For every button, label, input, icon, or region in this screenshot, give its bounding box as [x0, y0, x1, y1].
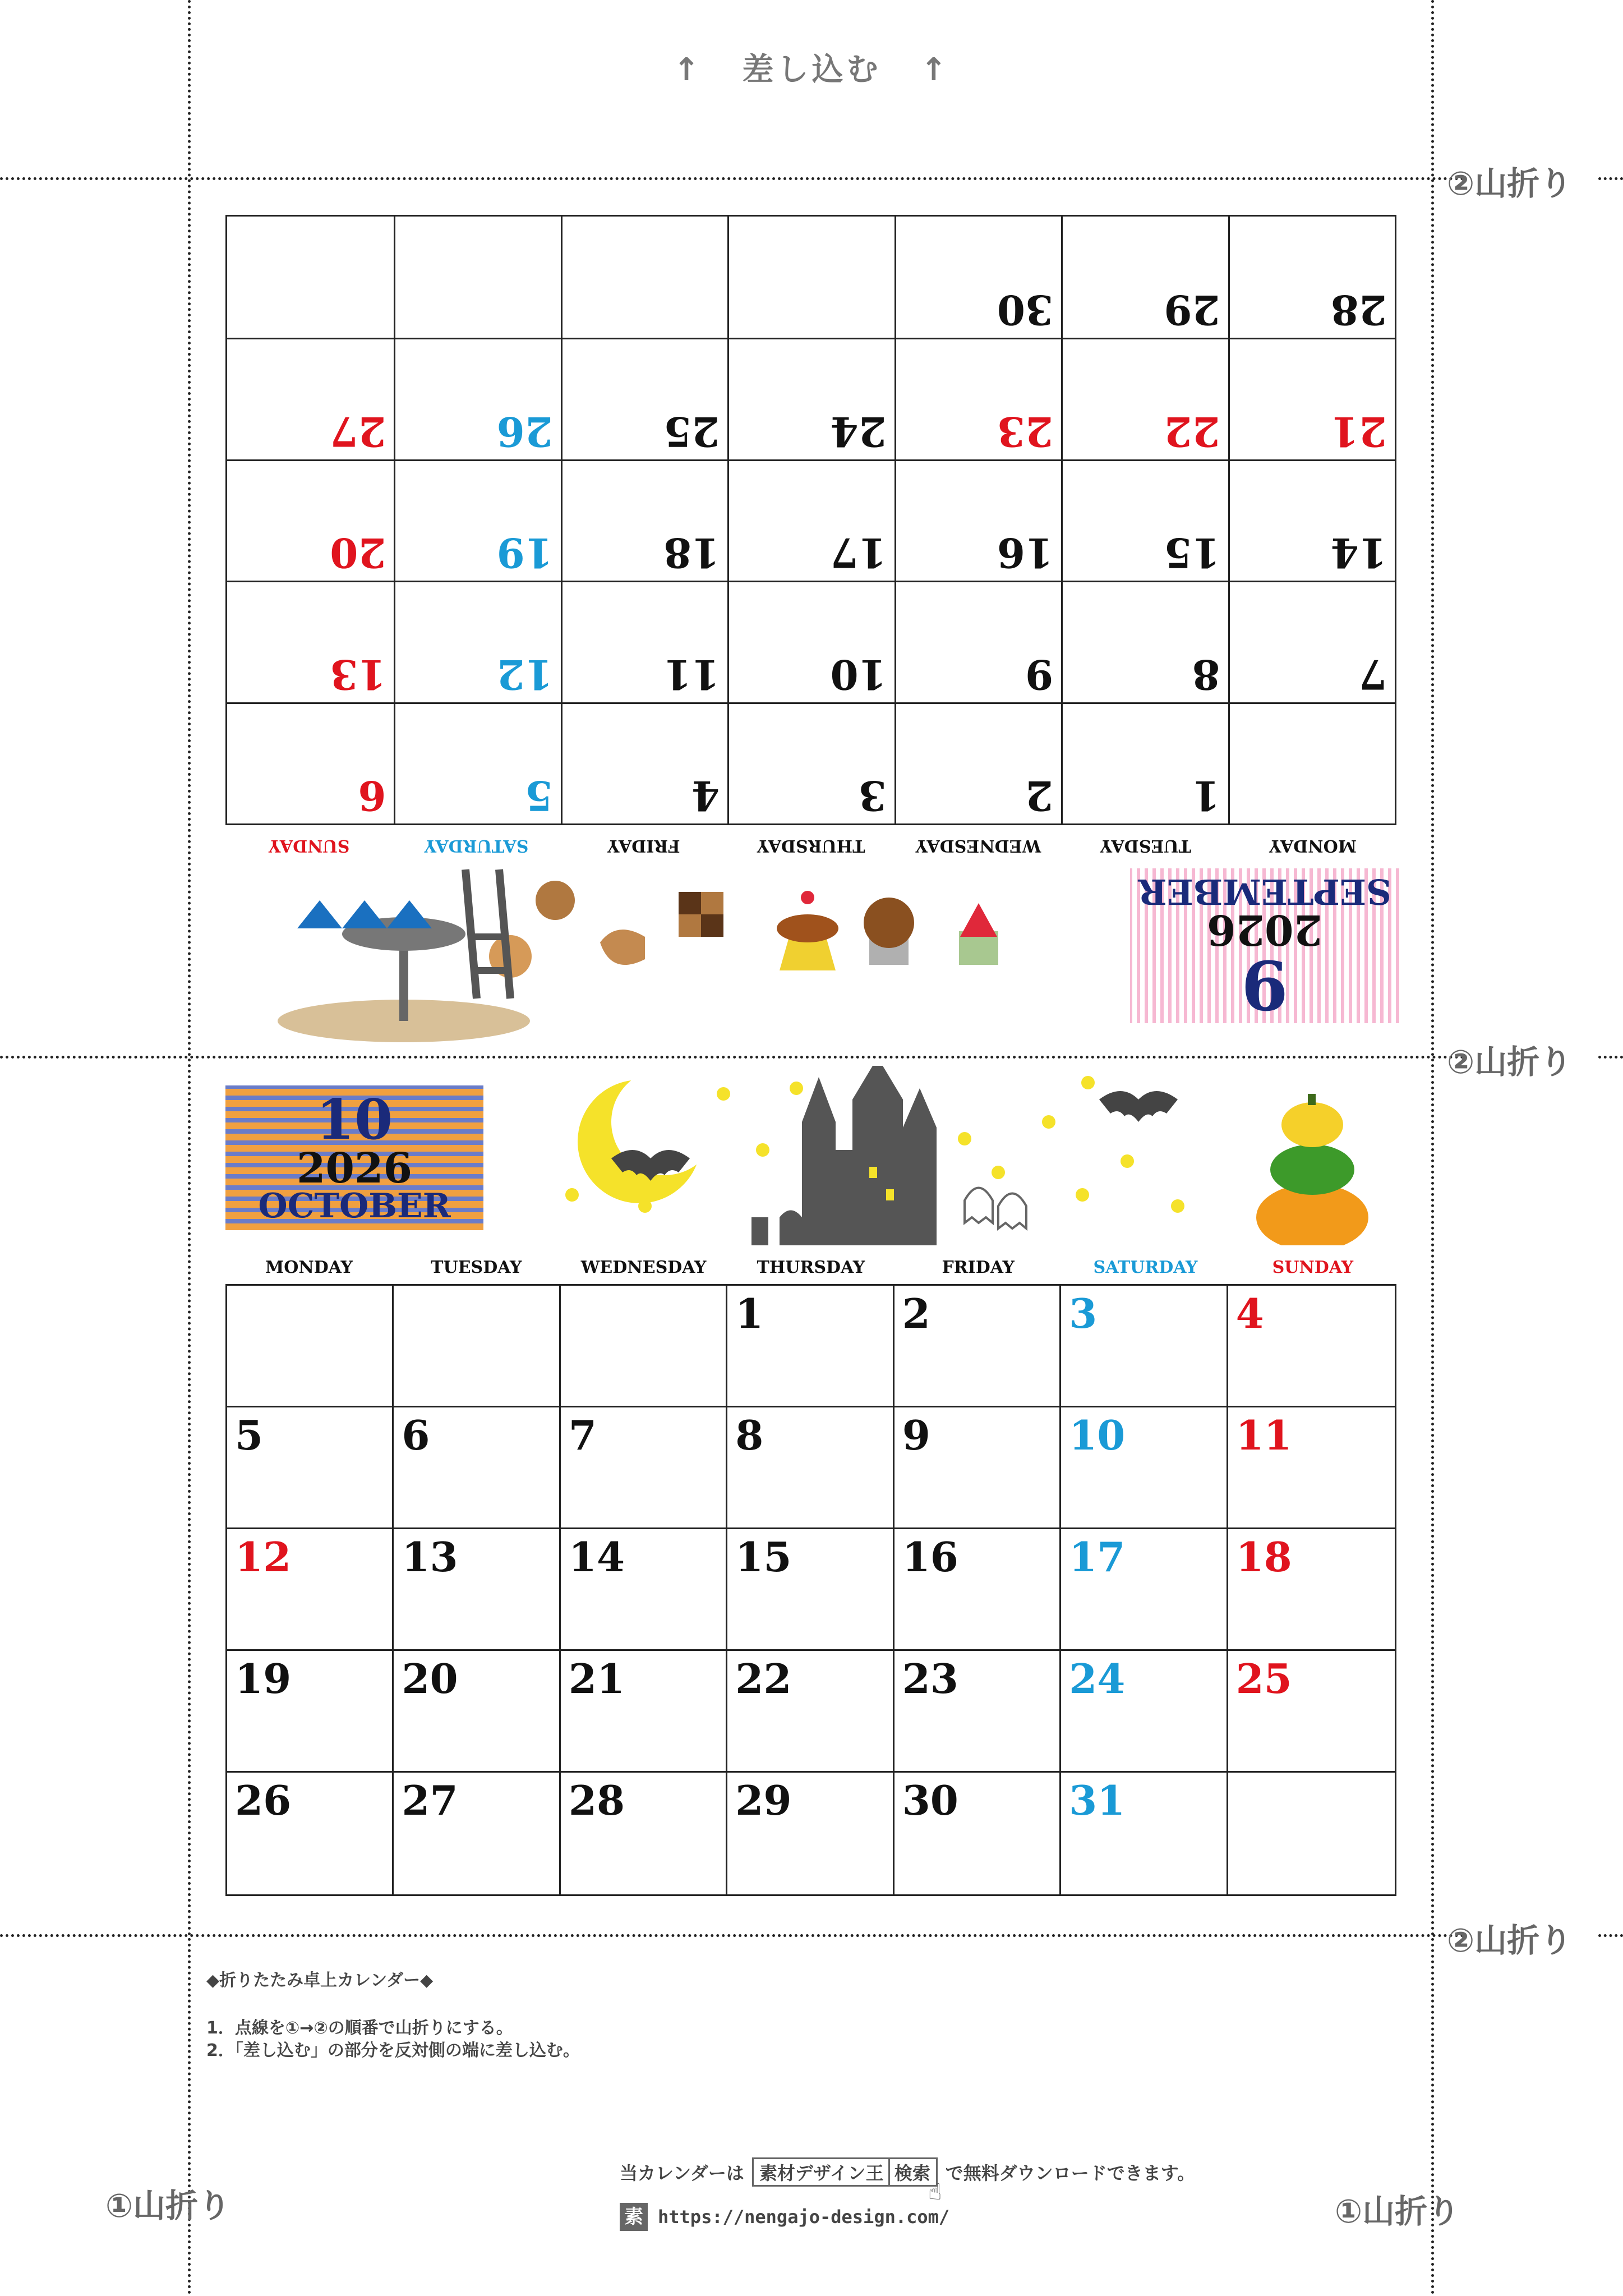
september-day-number: 14: [1330, 529, 1387, 577]
fold-line-top: [0, 177, 1465, 180]
day-cell: [227, 1773, 394, 1894]
day-cell: [1228, 1651, 1395, 1773]
october-day-number: 2: [902, 1290, 930, 1337]
day-cell: [561, 702, 727, 823]
day-cell: [895, 1773, 1061, 1894]
day-cell: [1061, 581, 1228, 702]
september-day-number: 26: [496, 407, 553, 455]
october-day-number: 24: [1069, 1655, 1126, 1703]
weekday-label-sunday: SUNDAY: [1272, 1258, 1354, 1277]
day-cell: [561, 338, 727, 459]
day-cell: [727, 338, 894, 459]
september-day-number: 17: [830, 529, 887, 577]
arrow-up-icon: ↑: [673, 52, 703, 88]
october-day-number: 19: [235, 1655, 292, 1703]
fold-line-top-tail: [1598, 177, 1623, 180]
october-title-badge: [225, 1085, 483, 1230]
october-day-number: 11: [1235, 1411, 1292, 1459]
day-cell: [1061, 217, 1228, 338]
october-day-number: 10: [1069, 1411, 1126, 1459]
september-day-number: 11: [663, 650, 720, 698]
insert-label: 差し込む: [742, 52, 882, 88]
september-day-number: 20: [330, 529, 386, 577]
cookie-icons: [489, 881, 723, 978]
october-day-number: 9: [902, 1411, 930, 1459]
day-cell: [1228, 1773, 1395, 1894]
day-cell: [1228, 338, 1395, 459]
glasses-icon: [297, 900, 432, 928]
day-cell: [227, 459, 394, 581]
october-year: 2026: [297, 1144, 412, 1193]
ghost-icon: [965, 1188, 1026, 1229]
october-day-number: 17: [1069, 1533, 1126, 1581]
day-cell: [394, 1651, 560, 1773]
weekday-label-sunday: SUNDAY: [268, 836, 350, 855]
september-month-name: SEPTEMBER: [1138, 871, 1391, 912]
pudding-icon: [777, 891, 838, 970]
october-day-number: 30: [902, 1777, 958, 1824]
day-cell: [394, 1407, 560, 1529]
september-day-number: 13: [330, 650, 386, 698]
fold1-label-left: ①山折り: [105, 2187, 231, 2225]
weekday-label-friday: FRIDAY: [942, 1258, 1015, 1277]
october-day-number: 16: [902, 1533, 958, 1581]
september-day-number: 29: [1164, 286, 1220, 334]
day-cell: [895, 217, 1061, 338]
day-cell: [895, 1407, 1061, 1529]
september-day-number: 21: [1330, 407, 1387, 455]
september-cafe-illustration: [264, 858, 1127, 1043]
september-day-number: 6: [358, 772, 386, 820]
day-cell: [727, 1407, 894, 1529]
september-weekday-header: [225, 833, 1396, 855]
october-day-number: 8: [735, 1411, 764, 1459]
weekday-label-monday: MONDAY: [265, 1258, 353, 1277]
footer-text-before: 当カレンダーは: [620, 2162, 744, 2184]
fold-line-bottom-tail: [1598, 1934, 1623, 1937]
day-cell: [394, 217, 560, 338]
weekday-label-saturday: SATURDAY: [424, 836, 529, 855]
weekday-label-friday: FRIDAY: [607, 836, 680, 855]
weekday-label-monday: MONDAY: [1269, 836, 1357, 855]
october-day-number: 28: [568, 1777, 625, 1824]
september-day-number: 8: [1192, 650, 1220, 698]
day-cell: [394, 338, 560, 459]
fold-line-middle-tail: [1598, 1056, 1623, 1059]
footer-text-after: で無料ダウンロードできます。: [945, 2162, 1196, 2184]
day-cell: [227, 217, 394, 338]
haunted-castle-icon: [802, 1066, 937, 1245]
october-day-number: 6: [402, 1411, 430, 1459]
day-cell: [561, 217, 727, 338]
day-cell: [895, 1529, 1061, 1651]
october-day-number: 26: [235, 1777, 292, 1824]
day-cell: [1228, 702, 1395, 823]
september-day-number: 15: [1164, 529, 1220, 577]
day-cell: [394, 1286, 560, 1407]
weekday-label-wednesday: WEDNESDAY: [915, 836, 1041, 855]
october-month-name: OCTOBER: [258, 1186, 451, 1226]
september-day-number: 30: [997, 286, 1054, 334]
day-cell: [1228, 1286, 1395, 1407]
pointer-hand-icon: ☝: [928, 2179, 942, 2205]
weekday-label-saturday: SATURDAY: [1093, 1258, 1198, 1277]
day-cell: [895, 459, 1061, 581]
october-day-number: 27: [402, 1777, 458, 1824]
day-cell: [561, 459, 727, 581]
october-day-number: 3: [1069, 1290, 1098, 1337]
day-cell: [394, 1773, 560, 1894]
search-box-label: 素材デザイン王: [759, 2162, 884, 2184]
september-day-number: 22: [1164, 407, 1220, 455]
day-cell: [895, 702, 1061, 823]
fold-line-middle: [0, 1056, 1465, 1059]
day-cell: [727, 1529, 894, 1651]
day-cell: [227, 702, 394, 823]
day-cell: [561, 1651, 727, 1773]
day-cell: [1228, 459, 1395, 581]
instruction-step-2: 2．「差し込む」の部分を反対側の端に差し込む。: [206, 2041, 580, 2060]
weekday-label-tuesday: TUESDAY: [431, 1258, 522, 1277]
october-day-number: 20: [402, 1655, 458, 1703]
october-day-number: 31: [1069, 1777, 1126, 1824]
day-cell: [561, 1286, 727, 1407]
instructions-title: ◆折りたたみ卓上カレンダー◆: [206, 1971, 434, 1990]
day-cell: [394, 1529, 560, 1651]
day-cell: [727, 581, 894, 702]
day-cell: [1061, 338, 1228, 459]
day-cell: [1061, 1407, 1228, 1529]
weekday-label-tuesday: TUESDAY: [1100, 836, 1191, 855]
september-day-number: 5: [524, 772, 553, 820]
october-day-number: 4: [1235, 1290, 1264, 1337]
grave-icon: [751, 1211, 802, 1246]
day-cell: [227, 581, 394, 702]
day-cell: [727, 1651, 894, 1773]
october-day-number: 29: [735, 1777, 792, 1824]
day-cell: [895, 338, 1061, 459]
september-day-number: 9: [1025, 650, 1054, 698]
september-day-number: 7: [1358, 650, 1387, 698]
pumpkin-tower-icon: [1256, 1094, 1368, 1245]
day-cell: [1061, 702, 1228, 823]
october-day-number: 12: [235, 1533, 292, 1581]
footer-download-line: [620, 2157, 1195, 2187]
september-day-number: 12: [496, 650, 553, 698]
september-day-number: 23: [997, 407, 1054, 455]
october-day-number: 5: [235, 1411, 264, 1459]
day-cell: [561, 1773, 727, 1894]
september-calendar-grid: [225, 215, 1396, 825]
day-cell: [1228, 217, 1395, 338]
day-cell: [227, 1407, 394, 1529]
fold-line-bottom: [0, 1934, 1465, 1937]
search-box[interactable]: [752, 2157, 938, 2187]
september-day-number: 4: [691, 772, 720, 820]
site-logo-icon: 素: [620, 2203, 648, 2231]
instruction-step-1: 1．点線を①→②の順番で山折りにする。: [206, 2018, 513, 2038]
day-cell: [727, 459, 894, 581]
weekday-label-thursday: THURSDAY: [757, 836, 865, 855]
october-day-number: 13: [402, 1533, 458, 1581]
day-cell: [1061, 1773, 1228, 1894]
day-cell: [727, 1773, 894, 1894]
day-cell: [727, 702, 894, 823]
day-cell: [394, 581, 560, 702]
day-cell: [895, 1286, 1061, 1407]
day-cell: [561, 1407, 727, 1529]
fold-line-left: [188, 0, 191, 2296]
september-title-badge: [1130, 868, 1399, 1023]
insert-instruction: [191, 45, 1433, 90]
october-month-number: 10: [316, 1088, 393, 1152]
september-month-number: 9: [1241, 945, 1288, 1024]
october-day-number: 21: [568, 1655, 625, 1703]
day-cell: [227, 1286, 394, 1407]
october-day-number: 25: [1235, 1655, 1292, 1703]
search-button[interactable]: 検索: [888, 2159, 930, 2185]
day-cell: [227, 338, 394, 459]
day-cell: [1228, 581, 1395, 702]
september-day-number: 24: [830, 407, 887, 455]
footer-url-line: [620, 2203, 949, 2231]
october-day-number: 7: [568, 1411, 597, 1459]
day-cell: [561, 1529, 727, 1651]
halloween-illustration: [538, 1066, 1402, 1245]
fold2-label-middle: ②山折り: [1447, 1043, 1573, 1081]
arrow-up-icon: ↑: [920, 52, 951, 88]
day-cell: [394, 702, 560, 823]
fold2-label-bottom: ②山折り: [1447, 1921, 1573, 1959]
site-url-link[interactable]: https://nengajo-design.com/: [658, 2206, 950, 2228]
september-day-number: 1: [1192, 772, 1220, 820]
day-cell: [727, 217, 894, 338]
day-cell: [727, 1286, 894, 1407]
day-cell: [1061, 1286, 1228, 1407]
day-cell: [227, 1651, 394, 1773]
day-cell: [1061, 459, 1228, 581]
october-day-number: 22: [735, 1655, 792, 1703]
september-day-number: 18: [663, 529, 720, 577]
fold-line-right: [1431, 0, 1434, 2296]
chestnut-dessert-icon: [864, 898, 914, 965]
day-cell: [561, 581, 727, 702]
day-cell: [394, 459, 560, 581]
september-day-number: 16: [997, 529, 1054, 577]
fold1-label-right: ①山折り: [1335, 2192, 1460, 2230]
october-day-number: 14: [568, 1533, 625, 1581]
september-day-number: 3: [858, 772, 887, 820]
september-day-number: 10: [830, 650, 887, 698]
day-cell: [895, 1651, 1061, 1773]
weekday-label-thursday: THURSDAY: [757, 1258, 865, 1277]
october-day-number: 1: [735, 1290, 764, 1337]
moon-icon: [578, 1069, 718, 1203]
day-cell: [1061, 1529, 1228, 1651]
weekday-label-wednesday: WEDNESDAY: [580, 1258, 707, 1277]
september-day-number: 28: [1330, 286, 1387, 334]
day-cell: [895, 581, 1061, 702]
october-day-number: 23: [902, 1655, 958, 1703]
october-day-number: 15: [735, 1533, 792, 1581]
day-cell: [227, 1529, 394, 1651]
strawberry-icon: [959, 903, 998, 965]
day-cell: [1228, 1529, 1395, 1651]
october-weekday-header: [225, 1258, 1396, 1280]
day-cell: [1061, 1651, 1228, 1773]
october-calendar-grid: [225, 1284, 1396, 1896]
september-day-number: 27: [330, 407, 386, 455]
september-day-number: 19: [496, 529, 553, 577]
day-cell: [1228, 1407, 1395, 1529]
september-day-number: 25: [663, 407, 720, 455]
fold2-label-top: ②山折り: [1447, 164, 1573, 203]
september-day-number: 2: [1025, 772, 1054, 820]
october-day-number: 18: [1235, 1533, 1292, 1581]
september-year: 2026: [1207, 905, 1322, 954]
